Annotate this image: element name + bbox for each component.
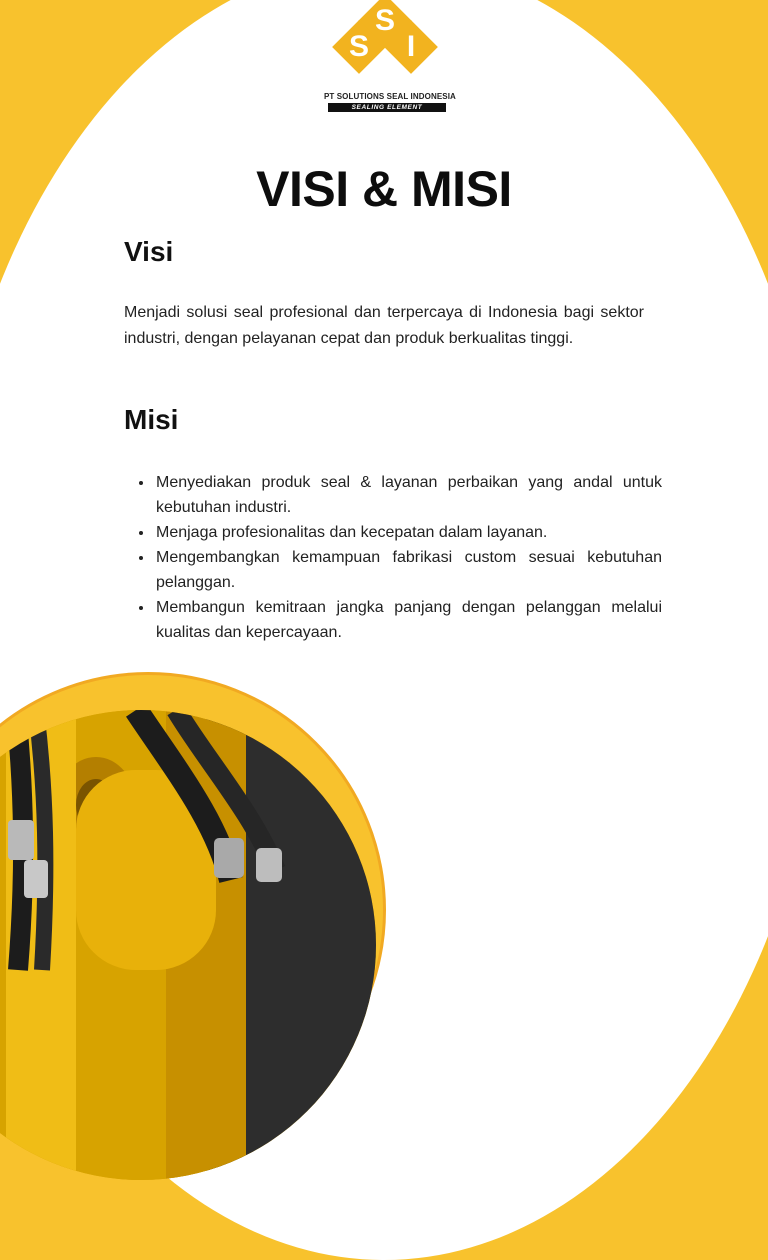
page-title: VISI & MISI — [256, 161, 512, 217]
logo-tagline: SEALING ELEMENT — [328, 103, 446, 112]
misi-list — [136, 470, 662, 645]
logo-letter-top: S — [374, 4, 395, 37]
logo-letter-left: S — [348, 30, 369, 63]
misi-item: • Mengembangkan kemampuan fabrikasi custom sesuai kebutuhan pelanggan. — [154, 545, 662, 595]
misi-item: • Membangun kemitraan jangka panjang dengan pelanggan melalui kualitas dan kepercayaan. — [154, 595, 662, 645]
visi-text: Menjadi solusi seal profesional dan terpercaya di Indonesia bagi sektor industri, dengan pelayanan cepat dan produk berkualitas tinggi. — [124, 304, 644, 347]
logo-letter-right: I — [406, 30, 416, 63]
misi-item: • Menyediakan produk seal & layanan perbaikan yang andal untuk kebutuhan industri. — [154, 470, 662, 520]
visi-heading: Visi — [124, 236, 174, 267]
misi-item: • Menjaga profesionalitas dan kecepatan dalam layanan. — [154, 520, 662, 545]
logo-company-name: PT SOLUTIONS SEAL INDONESIA — [324, 92, 456, 101]
company-logo — [318, 0, 456, 116]
misi-heading: Misi — [124, 404, 179, 435]
